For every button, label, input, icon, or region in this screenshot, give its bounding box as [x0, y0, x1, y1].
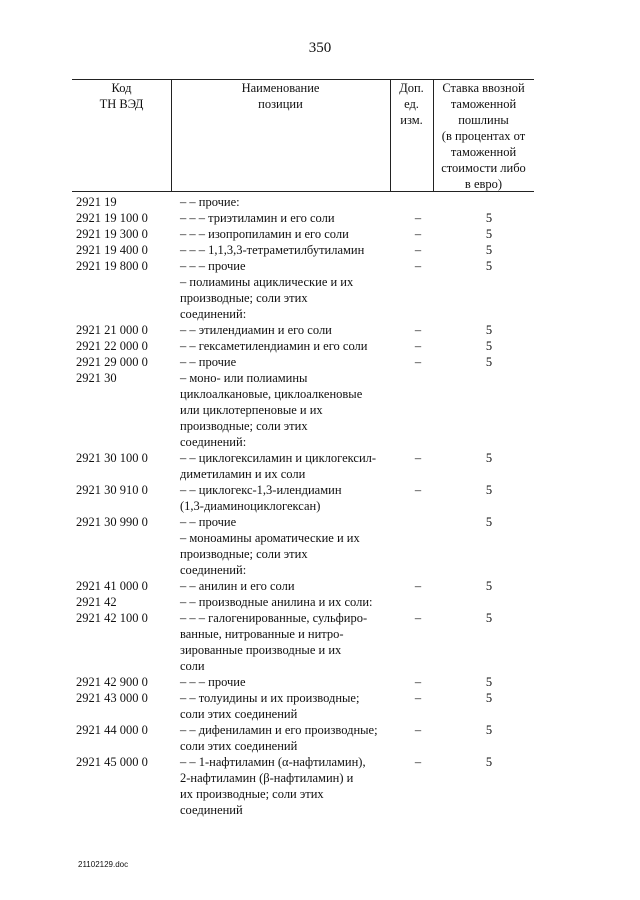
row-code: 2921 19 400 0 [76, 243, 148, 257]
row-description-line: – – циклогекс-1,3-илендиамин [180, 483, 342, 497]
row-description [180, 514, 395, 530]
row-code: 2921 19 100 0 [76, 211, 148, 225]
row-code: 2921 30 910 0 [76, 483, 148, 497]
table-row [0, 226, 640, 242]
table-row [0, 258, 640, 274]
row-description [180, 530, 395, 578]
row-description-line: циклоалкановые, циклоалкеновые [180, 387, 363, 401]
row-description [180, 258, 395, 274]
header-unit: Доп. ед. изм. [399, 81, 424, 127]
row-description [180, 578, 395, 594]
row-description [180, 194, 395, 210]
row-code: 2921 29 000 0 [76, 355, 148, 369]
row-unit: – [414, 323, 422, 337]
row-description-line: – – прочие: [180, 195, 240, 209]
row-rate: 5 [485, 579, 493, 593]
row-description [180, 338, 395, 354]
row-code: 2921 43 000 0 [76, 691, 148, 705]
row-description-line: производные; соли этих [180, 547, 308, 561]
row-description-line: – – дифениламин и его производные; [180, 723, 378, 737]
row-description-line: – – гексаметилендиамин и его соли [180, 339, 368, 353]
table-row [0, 450, 640, 482]
document-filename: 21102129.doc [78, 860, 129, 869]
row-description [180, 594, 395, 610]
row-rate: 5 [485, 243, 493, 257]
tariff-table-body [0, 194, 640, 818]
row-code: 2921 30 [76, 371, 117, 385]
row-unit: – [414, 755, 422, 769]
row-unit: – [414, 227, 422, 241]
row-code: 2921 42 900 0 [76, 675, 148, 689]
row-description [180, 674, 395, 690]
table-row [0, 594, 640, 610]
row-description-line: ванные, нитрованные и нитро- [180, 627, 344, 641]
row-description-line: (1,3-диаминоциклогексан) [180, 499, 321, 513]
table-row [0, 514, 640, 530]
row-description-line: соли этих соединений [180, 739, 298, 753]
row-description [180, 322, 395, 338]
page-number: 350 [308, 40, 332, 56]
row-description-line: диметиламин и их соли [180, 467, 306, 481]
row-unit: – [414, 675, 422, 689]
row-description [180, 370, 395, 450]
header-rate: Ставка ввозной таможенной пошлины (в процентах от таможенной стоимости либо в евро) [441, 81, 526, 191]
row-description [180, 482, 395, 514]
row-description-line: – – прочие [180, 355, 237, 369]
row-unit: – [414, 579, 422, 593]
row-rate: 5 [485, 323, 493, 337]
row-code: 2921 19 300 0 [76, 227, 148, 241]
row-description-line: – – – галогенированные, сульфиро- [180, 611, 368, 625]
row-description-line: или циклотерпеновые и их [180, 403, 323, 417]
row-rate: 5 [485, 675, 493, 689]
row-rate: 5 [485, 259, 493, 273]
row-code: 2921 44 000 0 [76, 723, 148, 737]
row-description-line: соединений [180, 803, 243, 817]
row-description-line: – – толуидины и их производные; [180, 691, 360, 705]
row-description [180, 226, 395, 242]
row-unit: – [414, 723, 422, 737]
row-unit: – [414, 611, 422, 625]
row-rate: 5 [485, 691, 493, 705]
header-name: Наименование позиции [241, 81, 320, 111]
table-row [0, 210, 640, 226]
row-unit: – [414, 259, 422, 273]
row-code: 2921 41 000 0 [76, 579, 148, 593]
row-description-line: производные; соли этих [180, 291, 308, 305]
row-description [180, 610, 395, 674]
table-row [0, 754, 640, 818]
row-description [180, 754, 395, 818]
table-row [0, 370, 640, 450]
row-code: 2921 22 000 0 [76, 339, 148, 353]
row-code: 2921 42 100 0 [76, 611, 148, 625]
table-row [0, 674, 640, 690]
row-code: 2921 21 000 0 [76, 323, 148, 337]
row-description [180, 690, 395, 722]
row-rate: 5 [485, 755, 493, 769]
row-unit: – [414, 483, 422, 497]
table-row [0, 354, 640, 370]
row-code: 2921 45 000 0 [76, 755, 148, 769]
row-description-line: – – прочие [180, 515, 237, 529]
row-rate: 5 [485, 227, 493, 241]
row-unit: – [414, 211, 422, 225]
row-description-line: – – – изопропиламин и его соли [180, 227, 349, 241]
row-unit: – [414, 451, 422, 465]
row-description-line: зированные производные и их [180, 643, 342, 657]
row-description-line: соединений: [180, 435, 247, 449]
row-description [180, 274, 395, 322]
row-rate: 5 [485, 611, 493, 625]
table-row [0, 274, 640, 322]
row-description-line: – – – триэтиламин и его соли [180, 211, 335, 225]
row-description [180, 354, 395, 370]
row-description-line: – – – прочие [180, 259, 246, 273]
table-row [0, 322, 640, 338]
row-code: 2921 19 [76, 195, 117, 209]
row-description-line: их производные; соли этих [180, 787, 324, 801]
row-unit: – [414, 355, 422, 369]
table-row [0, 530, 640, 578]
row-unit: – [414, 339, 422, 353]
row-description-line: производные; соли этих [180, 419, 308, 433]
table-row [0, 610, 640, 674]
row-code: 2921 42 [76, 595, 117, 609]
row-description-line: – моно- или полиамины [180, 371, 308, 385]
row-code: 2921 30 990 0 [76, 515, 148, 529]
row-description [180, 722, 395, 754]
row-rate: 5 [485, 483, 493, 497]
table-row [0, 338, 640, 354]
table-row [0, 690, 640, 722]
row-description-line: – моноамины ароматические и их [180, 531, 360, 545]
row-rate: 5 [485, 355, 493, 369]
row-description [180, 450, 395, 482]
row-description-line: – – анилин и его соли [180, 579, 295, 593]
table-row [0, 722, 640, 754]
row-description-line: – – этилендиамин и его соли [180, 323, 332, 337]
table-row [0, 242, 640, 258]
row-description-line: – полиамины ациклические и их [180, 275, 354, 289]
row-description [180, 210, 395, 226]
row-rate: 5 [485, 211, 493, 225]
row-unit: – [414, 691, 422, 705]
row-description-line: – – производные анилина и их соли: [180, 595, 373, 609]
table-row [0, 482, 640, 514]
row-description-line: соли этих соединений [180, 707, 298, 721]
row-unit: – [414, 243, 422, 257]
table-row [0, 194, 640, 210]
row-code: 2921 30 100 0 [76, 451, 148, 465]
row-description-line: – – циклогексиламин и циклогексил- [180, 451, 377, 465]
row-code: 2921 19 800 0 [76, 259, 148, 273]
table-header [72, 79, 534, 192]
table-row [0, 578, 640, 594]
row-description-line: соединений: [180, 563, 247, 577]
row-rate: 5 [485, 515, 493, 529]
row-description-line: – – – 1,1,3,3-тетраметилбутиламин [180, 243, 365, 257]
row-rate: 5 [485, 451, 493, 465]
header-code: Код ТН ВЭД [99, 81, 144, 111]
row-description-line: соединений: [180, 307, 247, 321]
row-description-line: 2-нафтиламин (β-нафтиламин) и [180, 771, 354, 785]
row-description [180, 242, 395, 258]
row-description-line: – – – прочие [180, 675, 246, 689]
row-rate: 5 [485, 723, 493, 737]
row-rate: 5 [485, 339, 493, 353]
row-description-line: – – 1-нафтиламин (α-нафтиламин), [180, 755, 366, 769]
row-description-line: соли [180, 659, 205, 673]
